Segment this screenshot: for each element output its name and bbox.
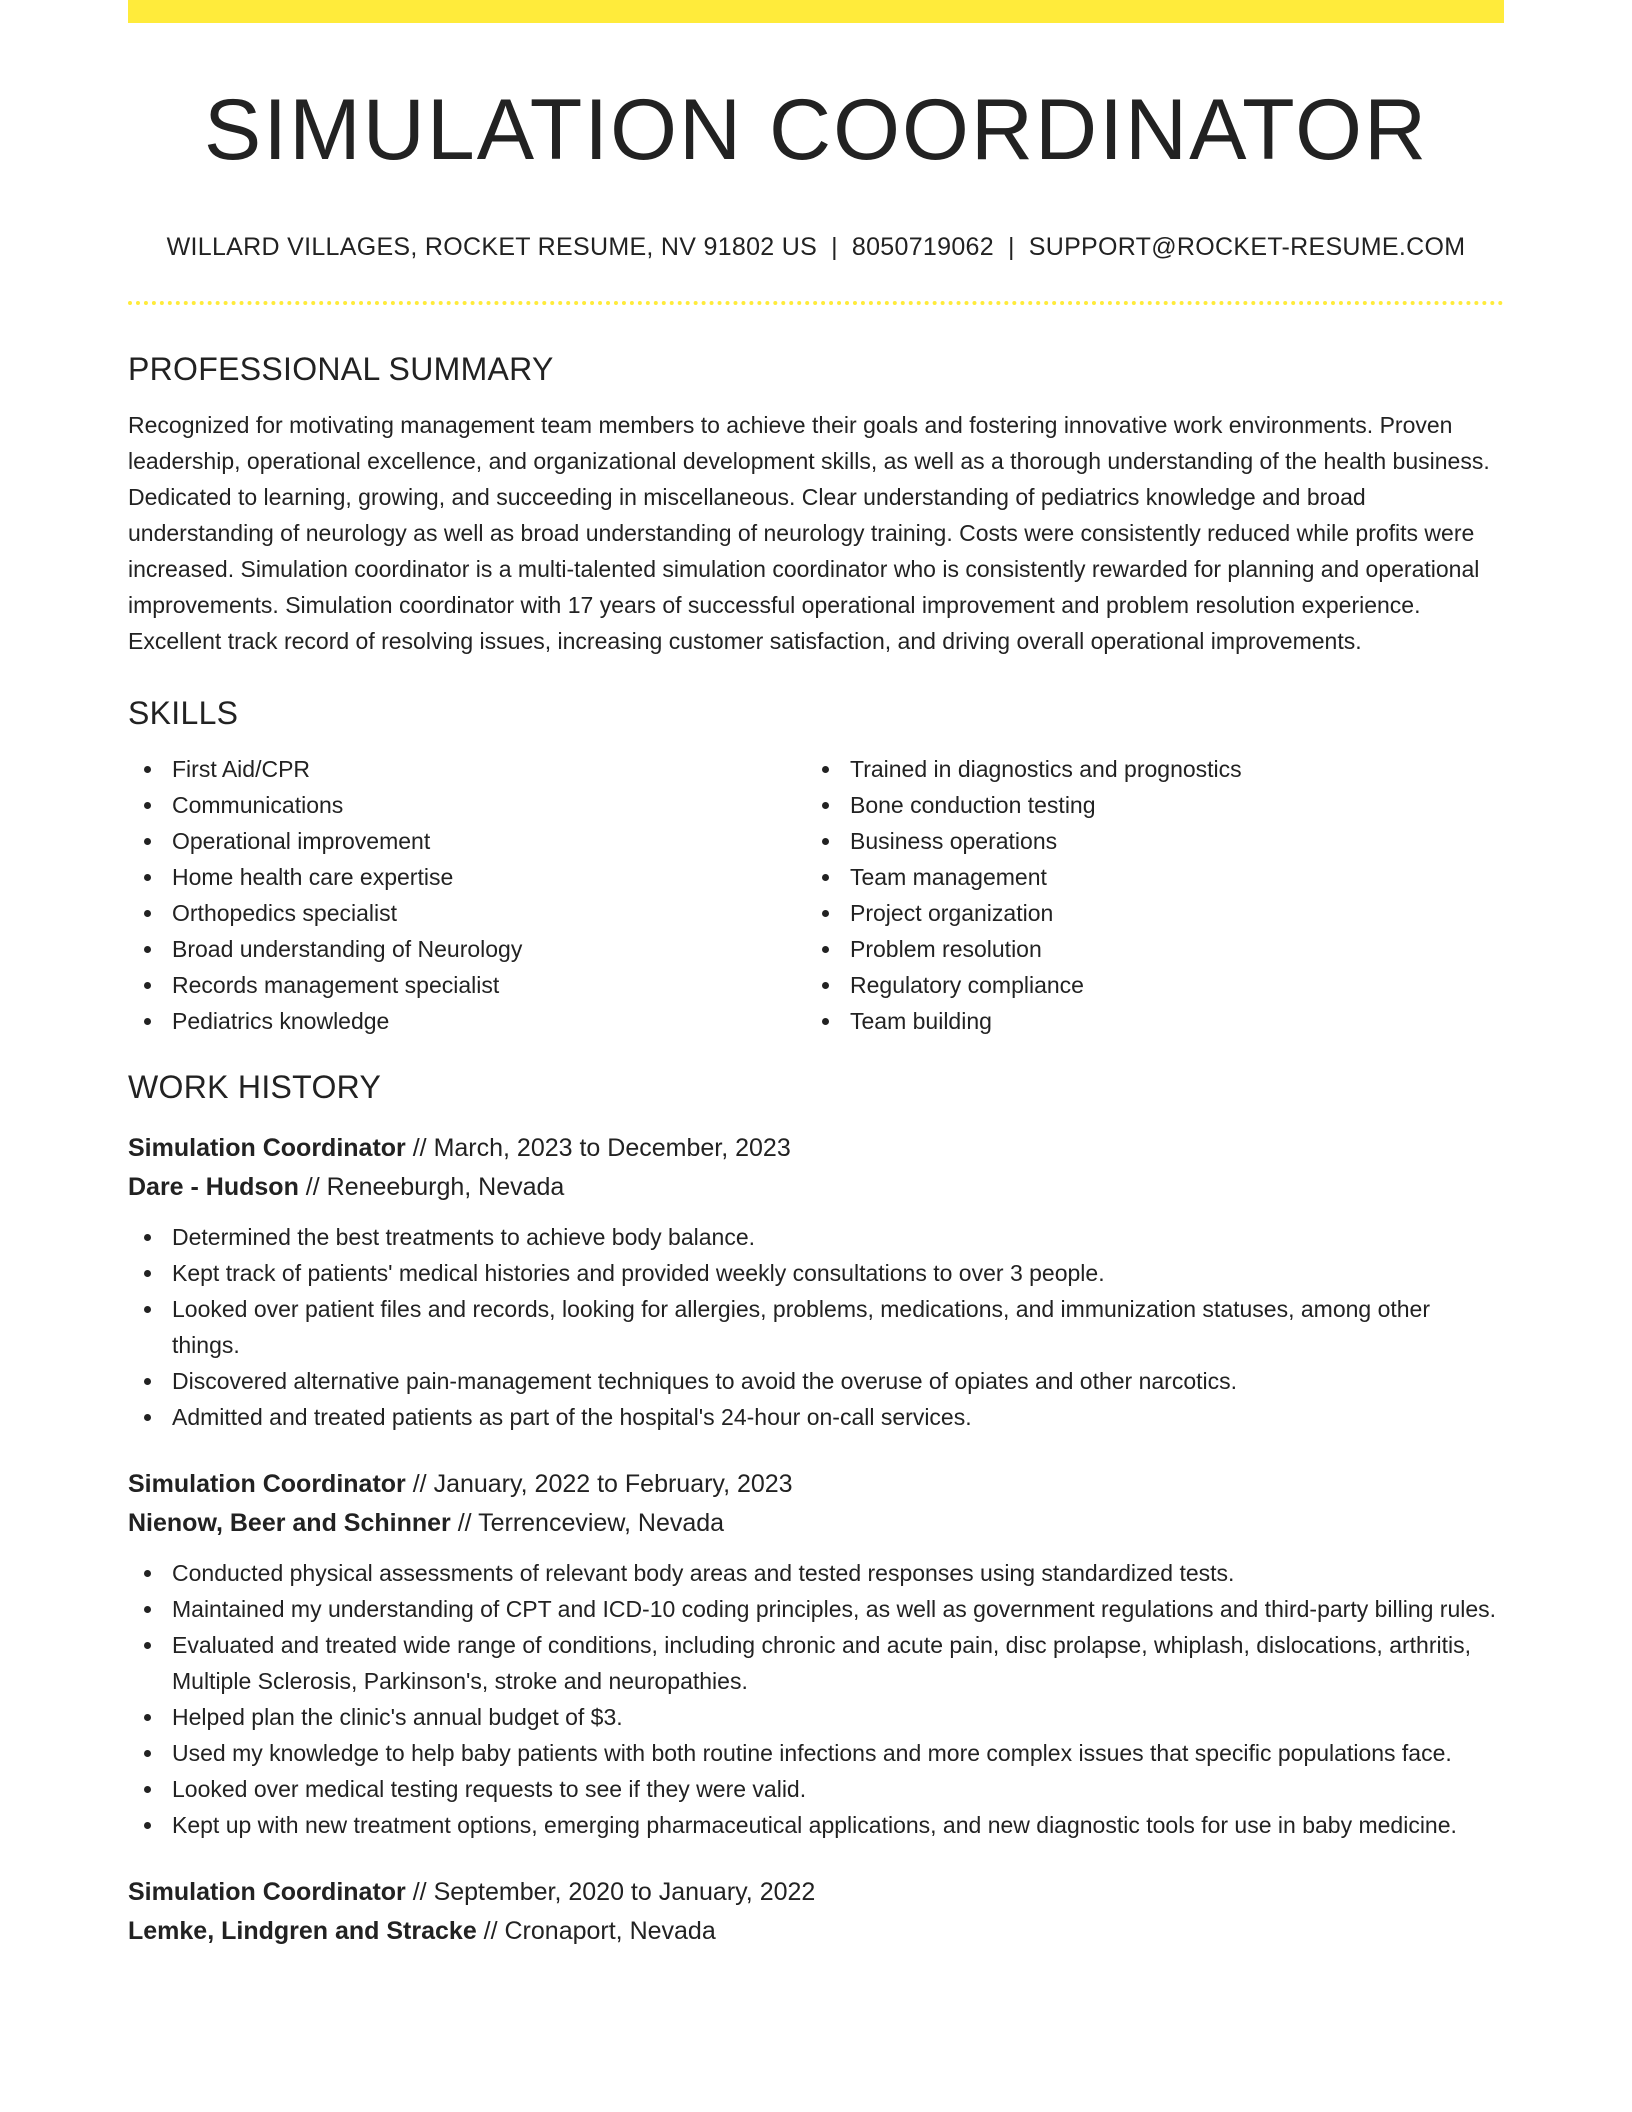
job-entry (128, 1129, 1504, 1435)
skill-item: Bone conduction testing (806, 787, 1484, 823)
section-title-skills: SKILLS (128, 695, 239, 731)
job-dates: // March, 2023 to December, 2023 (405, 1134, 791, 1162)
job-location: // Reneeburgh, Nevada (298, 1173, 565, 1201)
job-bullet: Looked over medical testing requests to see if they were valid. (128, 1771, 1504, 1807)
job-bullet: Conducted physical assessments of relevant body areas and tested responses using standardized tests. (128, 1555, 1504, 1591)
skill-item: Broad understanding of Neurology (128, 931, 806, 967)
job-company: Dare - Hudson (128, 1173, 299, 1201)
contact-phone: 8050719062 (851, 233, 994, 261)
contact-separator: | (831, 233, 838, 261)
skill-item: Communications (128, 787, 806, 823)
job-location: // Terrenceview, Nevada (450, 1509, 725, 1537)
job-bullet: Evaluated and treated wide range of conditions, including chronic and acute pain, disc prolapse, whiplash, dislocations, arthritis, Multiple Sclerosis, Parkinson's, stroke and neuropathies. (128, 1627, 1504, 1699)
job-entry (128, 1465, 1504, 1843)
job-role-line (128, 1873, 1504, 1912)
contact-separator: | (1007, 233, 1015, 261)
job-role: Simulation Coordinator (128, 1878, 406, 1906)
skill-item: Team building (806, 1003, 1484, 1039)
job-company-line (128, 1912, 1504, 1951)
dotted-divider (128, 301, 1504, 305)
skill-item: Project organization (806, 895, 1484, 931)
skill-item: Orthopedics specialist (128, 895, 806, 931)
skill-item: Home health care expertise (128, 859, 806, 895)
skill-item: Trained in diagnostics and prognostics (806, 751, 1484, 787)
resume-name: SIMULATION COORDINATOR (203, 82, 1429, 178)
job-bullets (128, 1555, 1504, 1843)
skill-item: First Aid/CPR (128, 751, 806, 787)
job-role: Simulation Coordinator (128, 1470, 406, 1498)
job-dates: // September, 2020 to January, 2022 (405, 1878, 816, 1906)
job-bullet: Kept track of patients' medical histories and provided weekly consultations to over 3 people. (128, 1255, 1504, 1291)
contact-email: SUPPORT@ROCKET-RESUME.COM (1028, 233, 1466, 261)
skill-item: Problem resolution (806, 931, 1484, 967)
job-bullet: Looked over patient files and records, looking for allergies, problems, medications, and immunization statuses, among other things. (128, 1291, 1504, 1363)
job-location: // Cronaport, Nevada (476, 1917, 716, 1945)
job-bullet: Maintained my understanding of CPT and ICD-10 coding principles, as well as government regulations and third-party billing rules. (128, 1591, 1504, 1627)
job-role-line (128, 1465, 1504, 1504)
section-title-work-history: WORK HISTORY (128, 1069, 382, 1105)
job-company-line (128, 1504, 1504, 1543)
section-title-summary: PROFESSIONAL SUMMARY (128, 351, 554, 387)
job-company: Lemke, Lindgren and Stracke (128, 1917, 477, 1945)
job-bullet: Helped plan the clinic's annual budget of $3. (128, 1699, 1504, 1735)
skill-item: Operational improvement (128, 823, 806, 859)
skills-list-right (806, 751, 1484, 1039)
job-company: Nienow, Beer and Schinner (128, 1509, 451, 1537)
contact-line (128, 230, 1504, 264)
skill-item: Pediatrics knowledge (128, 1003, 806, 1039)
job-role: Simulation Coordinator (128, 1134, 406, 1162)
job-entry (128, 1873, 1504, 1951)
job-bullet: Determined the best treatments to achieve body balance. (128, 1219, 1504, 1255)
job-bullet: Used my knowledge to help baby patients with both routine infections and more complex issues that specific populations face. (128, 1735, 1504, 1771)
skill-item: Records management specialist (128, 967, 806, 1003)
job-bullet: Discovered alternative pain-management techniques to avoid the overuse of opiates and other narcotics. (128, 1363, 1504, 1399)
skill-item: Regulatory compliance (806, 967, 1484, 1003)
skills-list-left (128, 751, 806, 1039)
job-bullet: Admitted and treated patients as part of the hospital's 24-hour on-call services. (128, 1399, 1504, 1435)
job-company-line (128, 1168, 1504, 1207)
skills-columns (128, 751, 1504, 1039)
job-bullets (128, 1219, 1504, 1435)
skill-item: Team management (806, 859, 1484, 895)
job-role-line (128, 1129, 1504, 1168)
resume-page (128, 0, 1504, 1951)
summary-text: Recognized for motivating management team members to achieve their goals and fostering innovative work environments. Proven leadership, operational excellence, and organizational development skills, as well as a thorough understanding of the health business. Dedicated to learning, growing, and succeeding in miscellaneous. Clear understanding of pediatrics knowledge and broad understanding of neurology as well as broad understanding of neurology training. Costs were consistently reduced while profits were increased. Simulation coordinator is a multi-talented simulation coordinator who is consistently rewarded for planning and operational improvements. Simulation coordinator with 17 years of successful operational improvement and problem resolution experience. Excellent track record of resolving issues, increasing customer satisfaction, and driving overall operational improvements. (128, 412, 1490, 654)
job-dates: // January, 2022 to February, 2023 (405, 1470, 793, 1498)
contact-address: WILLARD VILLAGES, ROCKET RESUME, NV 91802 US (166, 233, 818, 261)
job-bullet: Kept up with new treatment options, emerging pharmaceutical applications, and new diagnostic tools for use in baby medicine. (128, 1807, 1504, 1843)
skill-item: Business operations (806, 823, 1484, 859)
